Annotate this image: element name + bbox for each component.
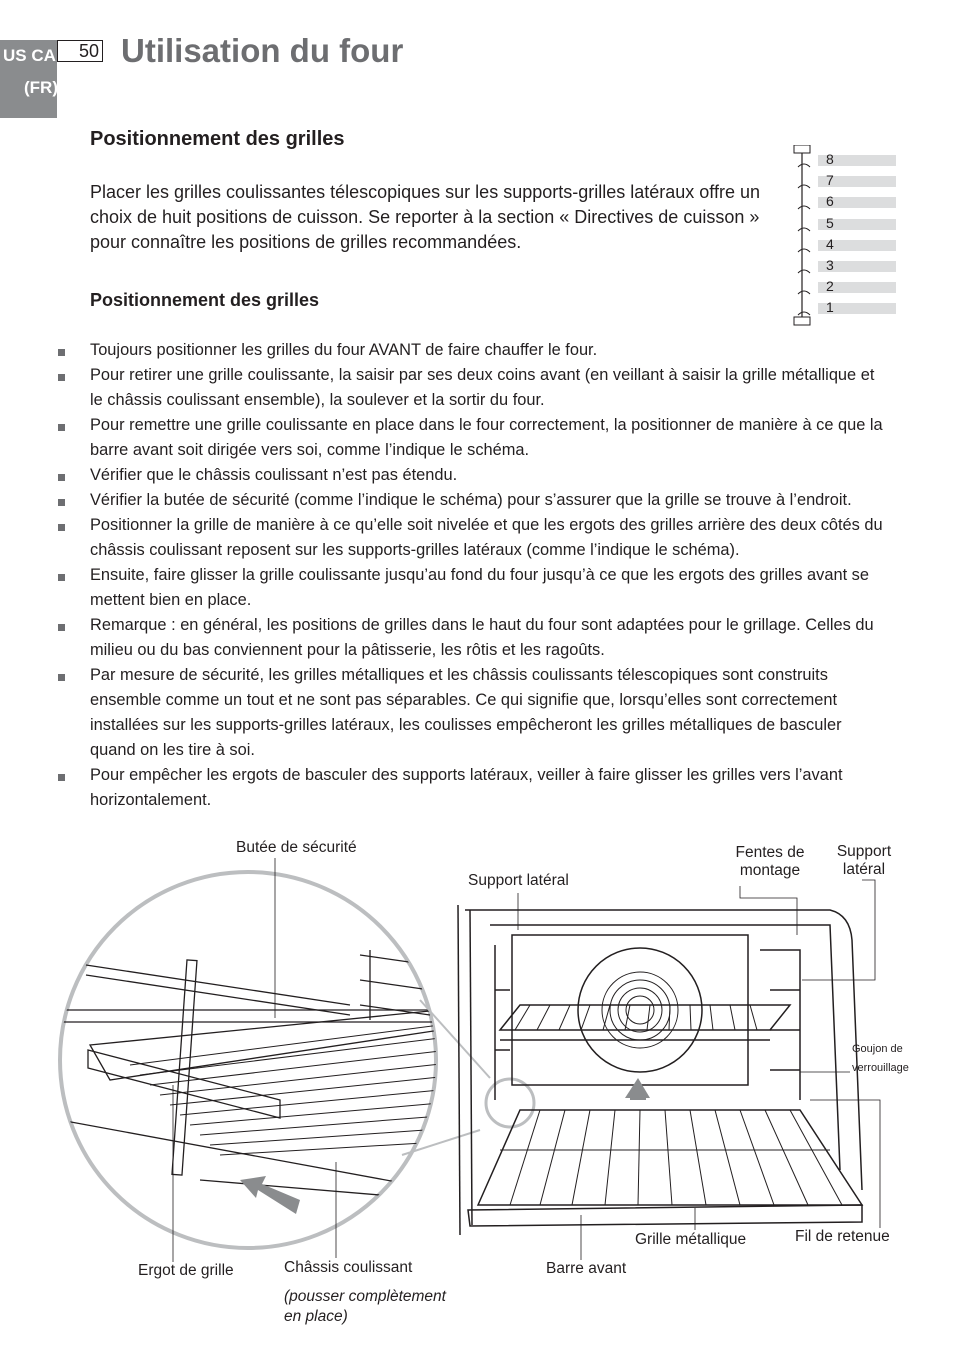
rack-support-drawing	[790, 145, 900, 327]
mounting-slots-label	[724, 844, 816, 880]
locking-pin-label	[852, 1040, 909, 1078]
mounting-slots-label-line1: Fentes de	[735, 844, 805, 861]
mounting-slots-label-line2: montage	[739, 862, 801, 879]
list-item	[58, 563, 888, 613]
side-support-right-label-line2: latéral	[842, 861, 886, 878]
front-bar-label: Barre avant	[546, 1260, 627, 1277]
rack-number: 3	[826, 257, 834, 273]
language-tab	[0, 40, 57, 118]
rack-number: 8	[826, 151, 834, 167]
page-title: Utilisation du four	[121, 32, 404, 69]
bullet-icon	[58, 349, 65, 356]
list-item-text: Ensuite, faire glisser la grille coulissante jusqu’au fond du four jusqu’à ce que les ergots des grilles avant se mettent bien en place.	[90, 566, 869, 609]
bullet-icon	[58, 524, 65, 531]
list-item	[58, 363, 888, 413]
list-item-text: Par mesure de sécurité, les grilles métalliques et les châssis coulissants télescopiques sont construits ensemble comme un tout et ne sont pas séparables. Ce qui signifie que, lorsqu’elles sont correctement installées sur les supports-grilles latéraux, les coulisses empêcheront les grilles métalliques de basculer quand on les tire à soi.	[90, 666, 842, 759]
list-item-text: Toujours positionner les grilles du four AVANT de faire chauffer le four.	[90, 341, 598, 359]
bullet-icon	[58, 474, 65, 481]
list-item	[58, 338, 888, 363]
rack-number: 1	[826, 299, 834, 315]
side-support-right-label-line1: Support	[836, 843, 892, 860]
arrow-stem	[630, 1097, 646, 1100]
retaining-wire-label: Fil de retenue	[795, 1228, 890, 1245]
list-item-text: Positionner la grille de manière à ce qu’elle soit nivelée et que les ergots des grilles arrière des deux côtés du châssis coulissant reposent sur les supports-grilles latéraux (comme l’indique le schéma).	[90, 516, 883, 559]
safety-stop-label: Butée de sécurité	[236, 839, 357, 856]
list-item-text: Pour retirer une grille coulissante, la saisir par ses deux coins avant (en veillant à saisir la grille métallique et le châssis coulissant ensemble), la soulever et la sortir du four.	[90, 366, 875, 409]
list-item-text: Remarque : en général, les positions de grilles dans le haut du four sont adaptées pour le grillage. Celles du milieu ou du bas conviennent pour la pâtisserie, les rôtis et les ragoûts.	[90, 616, 874, 659]
list-item	[58, 413, 888, 463]
bullet-icon	[58, 374, 65, 381]
detail-highlight-circle	[486, 1079, 534, 1127]
list-item	[58, 613, 888, 663]
intro-paragraph: Placer les grilles coulissantes télescopiques sur les supports-grilles latéraux offre un choix de huit positions de cuisson. Se reporter à la section « Directives de cuisson » pour connaître les positions de grilles recommandées.	[90, 182, 760, 252]
list-item	[58, 513, 888, 563]
zoom-circle	[60, 872, 436, 1248]
language-label: (FR)	[24, 78, 58, 97]
list-item	[58, 488, 888, 513]
list-item	[58, 463, 888, 488]
list-item	[58, 663, 888, 763]
side-support-right-label	[822, 843, 906, 879]
rack-number: 2	[826, 278, 834, 294]
list-item-text: Pour empêcher les ergots de basculer des supports latéraux, veiller à faire glisser les grilles vers l’avant horizontalement.	[90, 766, 843, 809]
section-heading: Positionnement des grilles	[90, 128, 345, 150]
region-label: US CA	[3, 46, 56, 65]
sliding-frame-note-line1: (pousser complètement	[284, 1288, 446, 1305]
list-item-text: Vérifier la butée de sécurité (comme l’indique le schéma) pour s’assurer que la grille se trouve à l’endroit.	[90, 491, 852, 509]
sliding-frame-note	[284, 1287, 446, 1327]
list-item	[58, 763, 888, 813]
bullet-icon	[58, 674, 65, 681]
wire-rack-label: Grille métallique	[635, 1231, 747, 1248]
sliding-frame-label: Châssis coulissant	[284, 1259, 413, 1276]
list-item-text: Vérifier que le châssis coulissant n’est pas étendu.	[90, 466, 458, 484]
rack-pin-label: Ergot de grille	[138, 1262, 234, 1279]
rack-number: 6	[826, 193, 834, 209]
bullet-icon	[58, 624, 65, 631]
list-item-text: Pour remettre une grille coulissante en place dans le four correctement, la positionner de manière à ce que la barre avant soit dirigée vers soi, comme l’indique le schéma.	[90, 416, 883, 459]
instruction-list	[58, 338, 888, 813]
up-arrow-icon	[625, 1078, 650, 1098]
locking-pin-label-line2: verrouillage	[852, 1062, 909, 1074]
rack-position-diagram	[790, 145, 900, 327]
locking-pin-label-line1: Goujon de	[852, 1043, 903, 1055]
sub-heading: Positionnement des grilles	[90, 290, 320, 310]
bullet-icon	[58, 574, 65, 581]
rack-number: 4	[826, 236, 834, 252]
sliding-frame-note-line2: en place)	[284, 1308, 348, 1325]
rack-number: 7	[826, 172, 834, 188]
page-number: 50	[57, 40, 103, 62]
rack-number: 5	[826, 215, 834, 231]
bullet-icon	[58, 499, 65, 506]
side-support-label: Support latéral	[468, 872, 569, 889]
oven-drawing	[458, 905, 862, 1235]
bullet-icon	[58, 424, 65, 431]
bullet-icon	[58, 774, 65, 781]
